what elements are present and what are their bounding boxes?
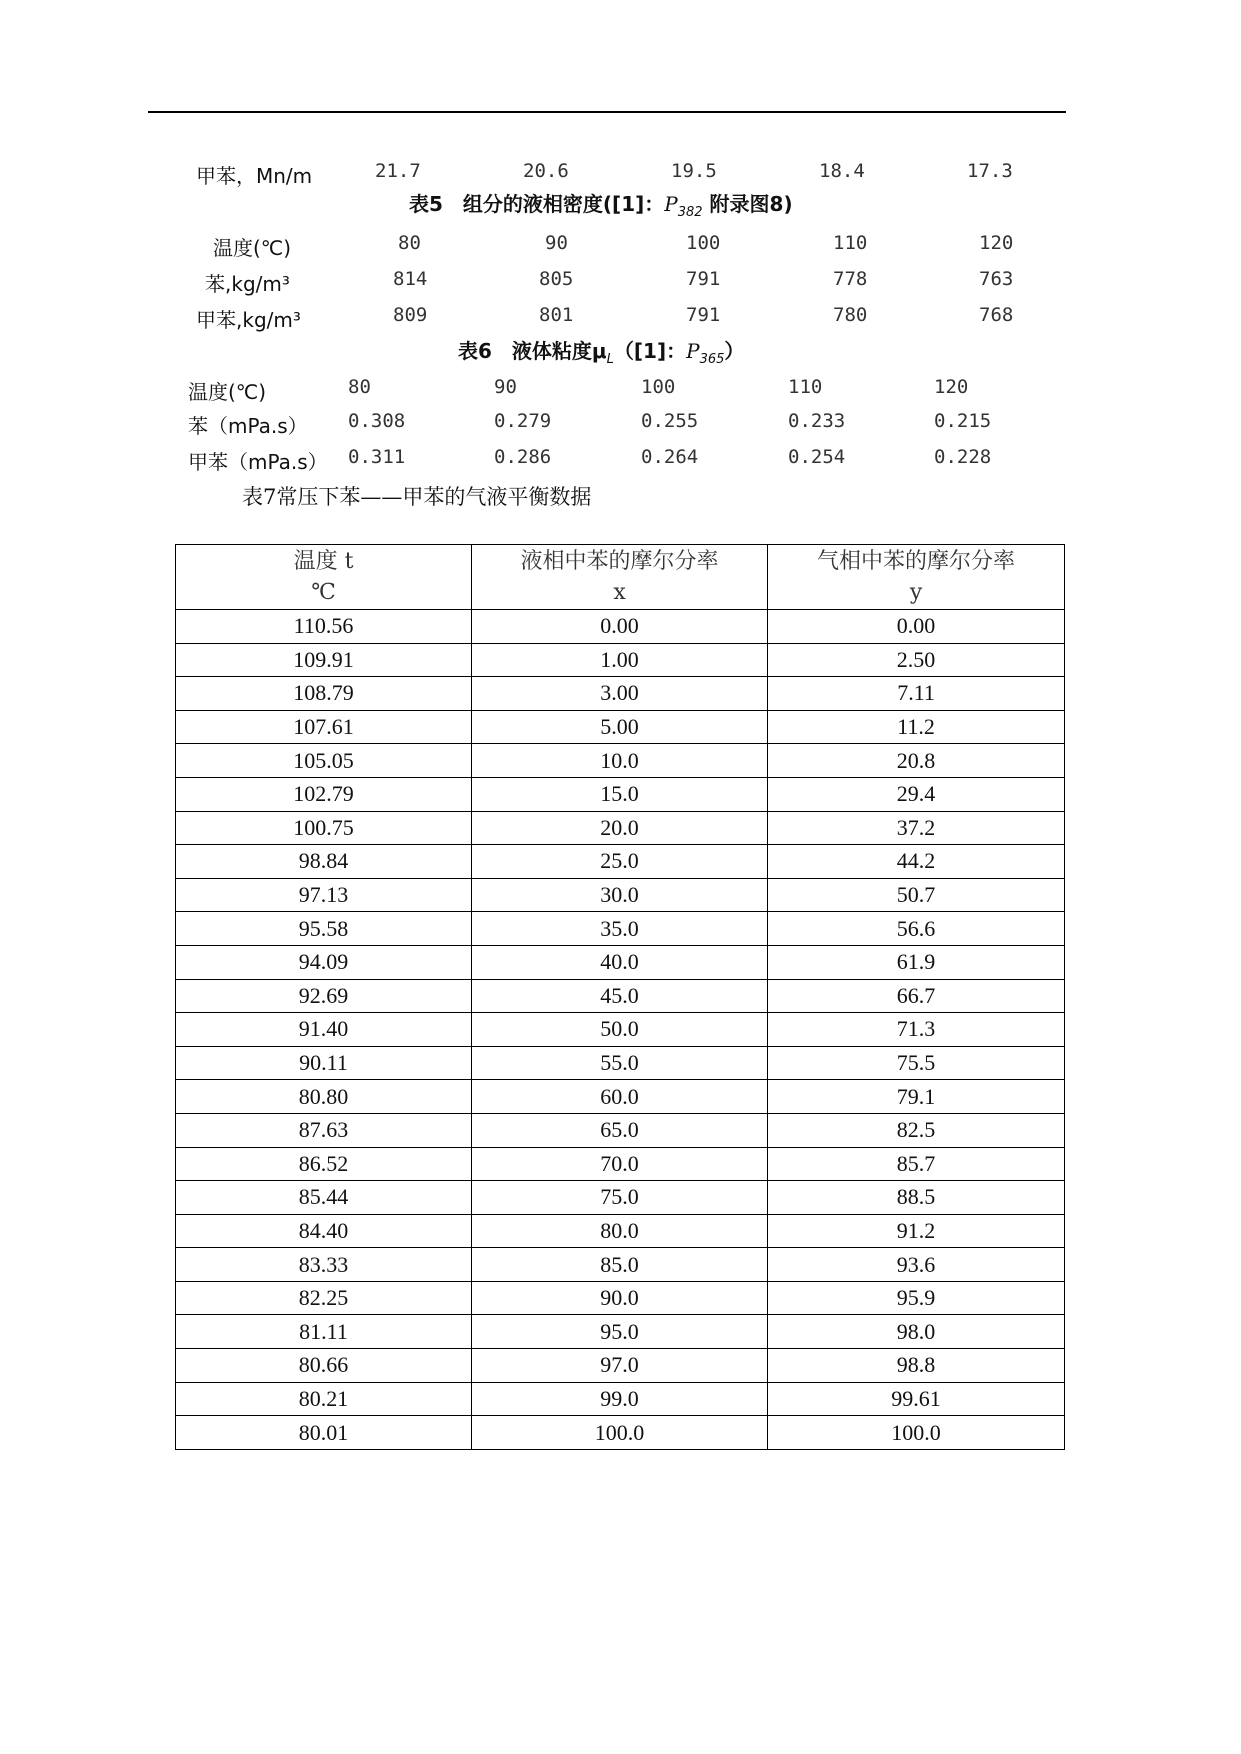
table-cell: 87.63 — [176, 1113, 472, 1147]
header-rule — [148, 111, 1066, 113]
table-cell: 100.75 — [176, 811, 472, 845]
cell: 100 — [641, 376, 676, 398]
cell: 763 — [979, 268, 1014, 290]
cell: 0.279 — [494, 410, 552, 432]
table6-caption — [458, 335, 744, 367]
header-line: y — [909, 580, 923, 605]
cell: 120 — [979, 232, 1014, 254]
table-cell: 82.25 — [176, 1281, 472, 1315]
table-cell: 61.9 — [768, 945, 1065, 979]
table-row — [176, 710, 1065, 744]
table-cell: 107.61 — [176, 710, 472, 744]
table-cell: 86.52 — [176, 1147, 472, 1181]
table-row — [176, 1382, 1065, 1416]
cell: 120 — [934, 376, 969, 398]
table-header-row — [176, 545, 1065, 610]
table-cell: 66.7 — [768, 979, 1065, 1013]
cell: 90 — [545, 232, 568, 254]
table-row — [176, 610, 1065, 644]
vle-table — [175, 544, 1065, 1450]
table-cell: 35.0 — [472, 912, 768, 946]
table-cell: 80.80 — [176, 1080, 472, 1114]
table-cell: 88.5 — [768, 1181, 1065, 1215]
cell: 0.264 — [641, 446, 699, 468]
cell: 0.286 — [494, 446, 552, 468]
cell: 80 — [398, 232, 421, 254]
table-cell: 80.0 — [472, 1214, 768, 1248]
table-cell: 82.5 — [768, 1113, 1065, 1147]
cell: 110 — [788, 376, 823, 398]
row-label: 苯（mPa.s） — [188, 414, 308, 438]
table-cell: 10.0 — [472, 744, 768, 778]
table-cell: 98.0 — [768, 1315, 1065, 1349]
table-cell: 94.09 — [176, 945, 472, 979]
cell: 0.215 — [934, 410, 992, 432]
table6-row — [0, 410, 1241, 440]
table-row — [176, 1113, 1065, 1147]
table-cell: 0.00 — [768, 610, 1065, 644]
table-cell: 1.00 — [472, 643, 768, 677]
table-cell: 30.0 — [472, 878, 768, 912]
table-row — [176, 811, 1065, 845]
table-cell: 99.0 — [472, 1382, 768, 1416]
table-cell: 0.00 — [472, 610, 768, 644]
table-cell: 79.1 — [768, 1080, 1065, 1114]
header-line: 温度 t — [293, 549, 354, 574]
row-label: 苯,kg/m³ — [205, 272, 290, 296]
table-cell: 3.00 — [472, 677, 768, 711]
table-cell: 99.61 — [768, 1382, 1065, 1416]
cell: 0.255 — [641, 410, 699, 432]
table-cell: 90.11 — [176, 1046, 472, 1080]
table-cell: 20.8 — [768, 744, 1065, 778]
table-cell: 29.4 — [768, 777, 1065, 811]
caption-sub: 382 — [677, 205, 703, 220]
table-cell: 7.11 — [768, 677, 1065, 711]
table-cell: 80.21 — [176, 1382, 472, 1416]
table-cell: 91.2 — [768, 1214, 1065, 1248]
table-cell: 109.91 — [176, 643, 472, 677]
table-cell: 110.56 — [176, 610, 472, 644]
table-row — [176, 1315, 1065, 1349]
row-label: 甲苯，Mn/m — [196, 164, 313, 188]
caption-text: （[1]： — [613, 339, 687, 363]
header-liquid-fraction — [472, 545, 768, 610]
surface-tension-row — [0, 160, 1241, 190]
table-cell: 56.6 — [768, 912, 1065, 946]
table-row — [176, 979, 1065, 1013]
table-cell: 102.79 — [176, 777, 472, 811]
header-temperature — [176, 545, 472, 610]
table5-row — [0, 232, 1241, 262]
header-line: 液相中苯的摩尔分率 — [520, 549, 719, 574]
table-row — [176, 677, 1065, 711]
table-cell: 81.11 — [176, 1315, 472, 1349]
table-cell: 90.0 — [472, 1281, 768, 1315]
caption-text: 表5 组分的液相密度([1]： — [409, 192, 665, 216]
table-row — [176, 744, 1065, 778]
table-cell: 105.05 — [176, 744, 472, 778]
cell: 805 — [539, 268, 574, 290]
table-cell: 55.0 — [472, 1046, 768, 1080]
table-cell: 80.66 — [176, 1349, 472, 1383]
table-row — [176, 1416, 1065, 1450]
cell: 100 — [686, 232, 721, 254]
table-row — [176, 1181, 1065, 1215]
cell: 80 — [348, 376, 371, 398]
table-cell: 85.0 — [472, 1248, 768, 1282]
table-row — [176, 1214, 1065, 1248]
table-cell: 50.0 — [472, 1013, 768, 1047]
table-cell: 11.2 — [768, 710, 1065, 744]
table-cell: 60.0 — [472, 1080, 768, 1114]
cell: 780 — [833, 304, 868, 326]
row-label: 甲苯,kg/m³ — [196, 308, 301, 332]
table-cell: 97.0 — [472, 1349, 768, 1383]
table-cell: 80.01 — [176, 1416, 472, 1450]
cell: 110 — [833, 232, 868, 254]
table-cell: 95.0 — [472, 1315, 768, 1349]
header-line: ℃ — [311, 580, 336, 605]
cell: 21.7 — [375, 160, 421, 182]
cell: 0.254 — [788, 446, 846, 468]
table-row — [176, 1046, 1065, 1080]
table-cell: 98.8 — [768, 1349, 1065, 1383]
caption-text: ） — [724, 339, 745, 363]
table-cell: 85.7 — [768, 1147, 1065, 1181]
cell: 791 — [686, 304, 721, 326]
table-row — [176, 845, 1065, 879]
table-cell: 65.0 — [472, 1113, 768, 1147]
row-label: 温度(℃) — [188, 380, 267, 404]
table-row — [176, 1147, 1065, 1181]
table-cell: 100.0 — [768, 1416, 1065, 1450]
cell: 0.308 — [348, 410, 406, 432]
cell: 18.4 — [819, 160, 865, 182]
table-cell: 71.3 — [768, 1013, 1065, 1047]
caption-p: P — [664, 192, 678, 216]
table-cell: 40.0 — [472, 945, 768, 979]
table7-caption: 表7常压下苯——甲苯的气液平衡数据 — [242, 485, 592, 509]
table-row — [176, 912, 1065, 946]
row-label: 温度(℃) — [213, 236, 292, 260]
table-row — [176, 945, 1065, 979]
table-cell: 15.0 — [472, 777, 768, 811]
table-cell: 85.44 — [176, 1181, 472, 1215]
cell: 0.228 — [934, 446, 992, 468]
table5-caption — [409, 188, 793, 220]
table-cell: 50.7 — [768, 878, 1065, 912]
table-cell: 83.33 — [176, 1248, 472, 1282]
cell: 17.3 — [967, 160, 1013, 182]
cell: 0.311 — [348, 446, 406, 468]
table-cell: 44.2 — [768, 845, 1065, 879]
table-cell: 75.5 — [768, 1046, 1065, 1080]
table-cell: 108.79 — [176, 677, 472, 711]
table-row — [176, 643, 1065, 677]
cell: 791 — [686, 268, 721, 290]
table5-row — [0, 268, 1241, 298]
table-cell: 95.9 — [768, 1281, 1065, 1315]
cell: 0.233 — [788, 410, 846, 432]
cell: 90 — [494, 376, 517, 398]
table-row — [176, 1013, 1065, 1047]
cell: 19.5 — [671, 160, 717, 182]
cell: 801 — [539, 304, 574, 326]
cell: 778 — [833, 268, 868, 290]
table-cell: 37.2 — [768, 811, 1065, 845]
caption-sub: 365 — [699, 352, 725, 367]
cell: 814 — [393, 268, 428, 290]
table6-row — [0, 376, 1241, 406]
header-line: x — [613, 580, 626, 605]
table-cell: 93.6 — [768, 1248, 1065, 1282]
table-cell: 98.84 — [176, 845, 472, 879]
table-row — [176, 878, 1065, 912]
caption-sub: L — [606, 352, 614, 367]
header-vapor-fraction — [768, 545, 1065, 610]
table-cell: 92.69 — [176, 979, 472, 1013]
table-body — [176, 610, 1065, 1450]
row-label: 甲苯（mPa.s） — [188, 450, 328, 474]
table-row — [176, 1281, 1065, 1315]
caption-text: 附录图8) — [702, 192, 793, 216]
cell: 768 — [979, 304, 1014, 326]
table-row — [176, 777, 1065, 811]
table-cell: 20.0 — [472, 811, 768, 845]
table-cell: 2.50 — [768, 643, 1065, 677]
caption-text: 表6 液体粘度μ — [458, 339, 607, 363]
table-cell: 97.13 — [176, 878, 472, 912]
table-cell: 70.0 — [472, 1147, 768, 1181]
cell: 20.6 — [523, 160, 569, 182]
table-cell: 5.00 — [472, 710, 768, 744]
table5-row — [0, 304, 1241, 334]
table6-row — [0, 446, 1241, 476]
table-cell: 100.0 — [472, 1416, 768, 1450]
table-row — [176, 1080, 1065, 1114]
table-row — [176, 1248, 1065, 1282]
cell: 809 — [393, 304, 428, 326]
table-cell: 84.40 — [176, 1214, 472, 1248]
table-cell: 75.0 — [472, 1181, 768, 1215]
table-cell: 45.0 — [472, 979, 768, 1013]
table-cell: 95.58 — [176, 912, 472, 946]
table-cell: 91.40 — [176, 1013, 472, 1047]
caption-p: P — [686, 339, 700, 363]
header-line: 气相中苯的摩尔分率 — [817, 549, 1016, 574]
table-cell: 25.0 — [472, 845, 768, 879]
table-row — [176, 1349, 1065, 1383]
